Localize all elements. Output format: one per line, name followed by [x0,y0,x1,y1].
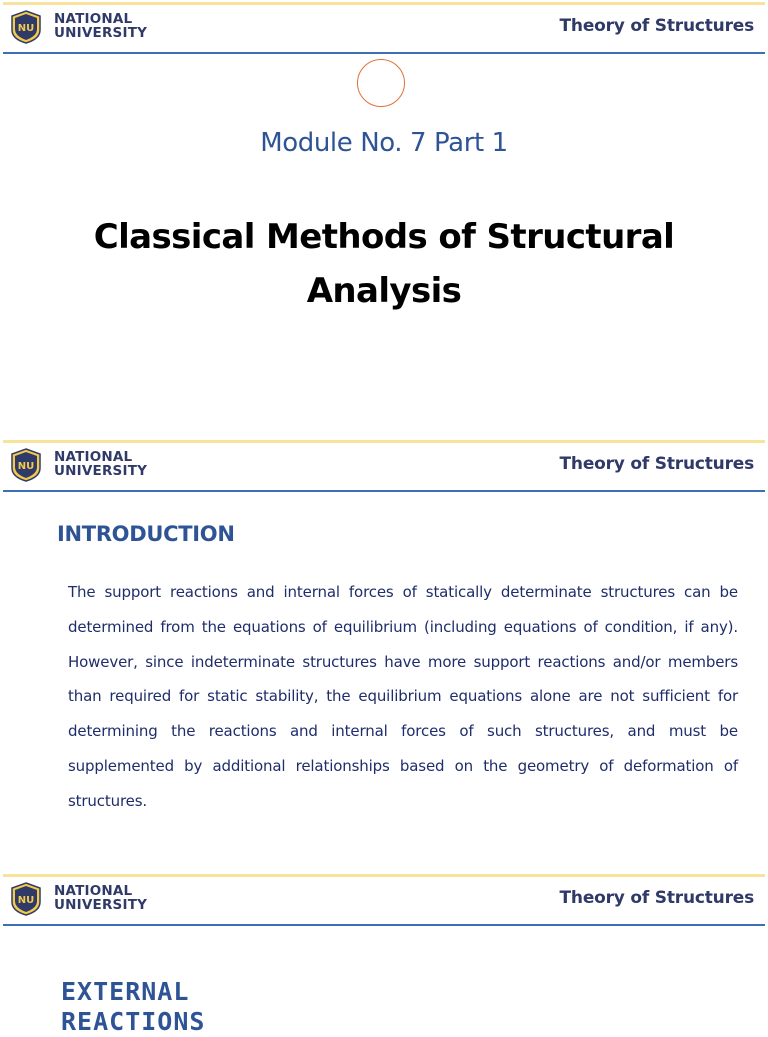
university-name [54,884,147,912]
course-title: Theory of Structures [559,888,754,908]
slide-header [0,872,768,928]
module-title: Module No. 7 Part 1 [260,128,508,158]
university-name-line1: NATIONAL [54,449,133,465]
course-title: Theory of Structures [559,16,754,36]
slide-header [0,0,768,56]
slide-external-reactions [0,872,768,1036]
university-seal-icon [10,448,42,482]
svg-text:NU: NU [17,461,35,472]
header-blue-rule [3,924,765,926]
slide-header [0,438,768,494]
university-seal-icon [10,10,42,44]
svg-text:NU: NU [17,895,35,906]
header-gold-rule [3,440,765,443]
university-name-line2: UNIVERSITY [54,25,148,41]
university-name-line1: NATIONAL [54,11,133,27]
header-gold-rule [3,874,765,877]
header-blue-rule [3,52,765,54]
university-name [54,450,147,478]
section-heading: INTRODUCTION [57,522,235,546]
university-name-line2: UNIVERSITY [54,897,148,913]
svg-text:NU: NU [17,23,35,34]
header-gold-rule [3,2,765,5]
presentation-title: Classical Methods of Structural Analysis [93,217,675,311]
slide-title [0,0,768,438]
university-seal-icon [10,882,42,916]
slide-introduction [0,438,768,872]
body-paragraph: The support reactions and internal forces of statically determinate structures can be determined from the equations of equilibrium (including equations of condition, if any). However, since indeterminate structures have more support reactions and/or members than required for static stability, the equilibrium equations alone are not sufficient for determining the reactions and internal forces of such structures, and must be supplemented by additional relationships based on the geometry of deformation of structures. [68,583,738,810]
header-blue-rule [3,490,765,492]
university-name [54,12,147,40]
university-name-line1: NATIONAL [54,883,133,899]
section-heading: EXTERNAL REACTIONS [61,977,206,1036]
course-title: Theory of Structures [559,454,754,474]
circle-outline-icon [357,59,405,107]
university-name-line2: UNIVERSITY [54,463,148,479]
